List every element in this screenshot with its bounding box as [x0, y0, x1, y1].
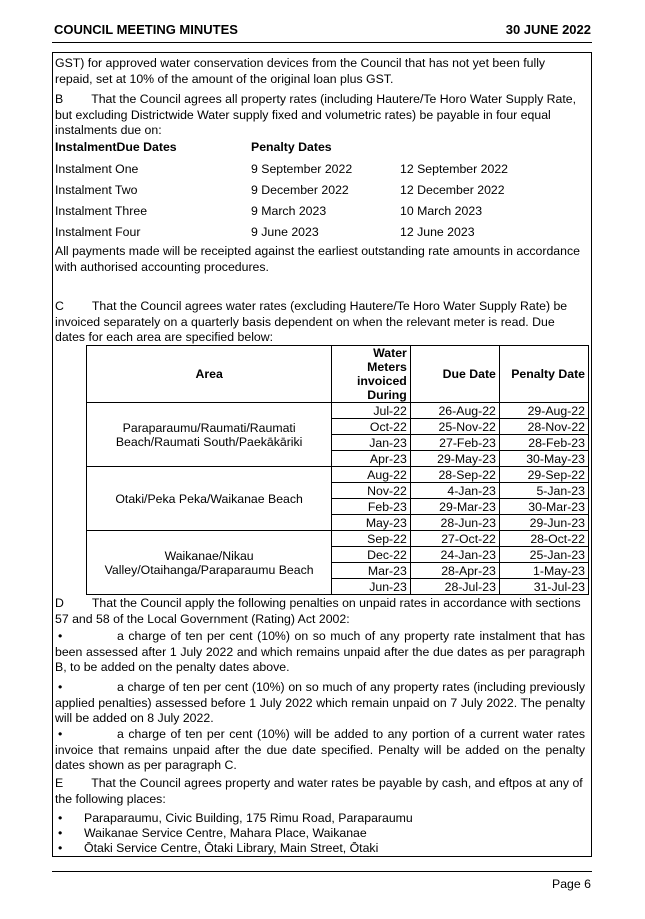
table-row [87, 403, 589, 419]
penalty-date-cell: 28-Feb-23 [499, 435, 588, 451]
instalment-name: Instalment Three [55, 204, 148, 218]
section-c-paragraph [55, 299, 585, 346]
due-dates-header: Due Dates [116, 140, 177, 154]
area-column-header: Area [87, 346, 332, 403]
penalty-date-column-header: Penalty Date [499, 346, 588, 403]
section-b-paragraph [55, 92, 585, 139]
penalty-date-cell: 25-Jan-23 [499, 547, 588, 563]
meter-month-cell: Aug-22 [332, 467, 411, 483]
penalty-date-cell: 28-Oct-22 [499, 531, 588, 547]
instalment-name: Instalment One [55, 162, 139, 176]
instalment-due-date: 9 December 2022 [251, 183, 349, 197]
table-header-row [87, 346, 589, 403]
due-date-cell: 28-Apr-23 [410, 563, 499, 579]
due-date-cell: 4-Jan-23 [410, 483, 499, 499]
payment-place: Ōtaki Service Centre, Ōtaki Library, Main Street, Ōtaki [84, 841, 379, 855]
meter-month-cell: Mar-23 [332, 563, 411, 579]
page-header [54, 22, 591, 38]
section-e-paragraph [55, 776, 585, 807]
due-date-column-header: Due Date [410, 346, 499, 403]
meter-month-cell: Jun-23 [332, 579, 411, 595]
due-date-cell: 27-Feb-23 [410, 435, 499, 451]
bullet-icon: • [58, 826, 63, 840]
instalment-penalty-date: 12 September 2022 [400, 162, 509, 176]
section-b-text: That the Council agrees all property rates (including Hautere/Te Horo Water Supply Rate, but excluding Districtwide Water supply fixed and volumetric rates) be payable in four equal instalments due on: [55, 92, 577, 137]
due-date-cell: 28-Sep-22 [410, 467, 499, 483]
table-row [87, 467, 589, 483]
area-cell: Waikanae/Nikau Valley/Otaihanga/Paraparaumu Beach [87, 531, 332, 595]
meter-month-cell: Jul-22 [332, 403, 411, 419]
section-b-letter: B [55, 92, 64, 106]
penalty-date-cell: 29-Sep-22 [499, 467, 588, 483]
header-rule [52, 42, 592, 43]
meter-month-cell: Dec-22 [332, 547, 411, 563]
bullet-text: a charge of ten per cent (10%) on so much of any property rates (including previously applied penalties) assessed before 1 July 2022 which remain unpaid on 7 July 2022. The penalty will be added on 8 July 2022. [55, 680, 585, 725]
area-cell: Paraparaumu/Raumati/Raumati Beach/Raumati South/Paekākāriki [87, 403, 332, 467]
instalment-header-row [55, 140, 177, 154]
section-e-letter: E [55, 776, 64, 790]
area-cell: Otaki/Peka Peka/Waikanae Beach [87, 467, 332, 531]
due-date-cell: 26-Aug-22 [410, 403, 499, 419]
penalty-date-cell: 30-May-23 [499, 451, 588, 467]
payment-place: Waikanae Service Centre, Mahara Place, Waikanae [84, 826, 367, 840]
meter-month-cell: Sep-22 [332, 531, 411, 547]
penalty-date-cell: 1-May-23 [499, 563, 588, 579]
section-c-text: That the Council agrees water rates (excluding Hautere/Te Horo Water Supply Rate) be invoiced separately on a quarterly basis dependent on when the relevant meter is read. Due dates for each area are specified below: [55, 299, 568, 344]
section-e-text: That the Council agrees property and water rates be payable by cash, and eftpos at any of the following places: [55, 776, 583, 806]
instalment-penalty-date: 12 June 2023 [400, 225, 475, 239]
due-date-cell: 24-Jan-23 [410, 547, 499, 563]
bullet-icon: • [58, 629, 63, 643]
section-c-letter: C [55, 299, 64, 313]
intro-paragraph: GST) for approved water conservation devices from the Council that has not yet been fully repaid, set at 10% of the amount of the original loan plus GST. [55, 56, 546, 86]
document-title: COUNCIL MEETING MINUTES [54, 22, 238, 37]
instalment-penalty-date: 10 March 2023 [400, 204, 483, 218]
penalty-date-cell: 31-Jul-23 [499, 579, 588, 595]
bullet-icon: • [58, 727, 63, 741]
section-d-paragraph [55, 596, 585, 627]
due-date-cell: 25-Nov-22 [410, 419, 499, 435]
instalment-due-date: 9 September 2022 [251, 162, 353, 176]
instalment-name: Instalment Two [55, 183, 138, 197]
bullet-text: a charge of ten per cent (10%) will be added to any portion of a current water rates invoice that remains unpaid after the due date specified. Penalty will be added on the penalty dates shown as per paragraph C. [55, 727, 585, 772]
instalment-penalty-date: 12 December 2022 [400, 183, 505, 197]
section-d-letter: D [55, 596, 64, 610]
table-row [87, 531, 589, 547]
water-rates-table [86, 345, 589, 595]
meter-month-cell: Feb-23 [332, 499, 411, 515]
penalty-date-cell: 30-Mar-23 [499, 499, 588, 515]
instalment-name: Instalment Four [55, 225, 141, 239]
meter-month-cell: Oct-22 [332, 419, 411, 435]
due-date-cell: 29-Mar-23 [410, 499, 499, 515]
penalty-date-cell: 28-Nov-22 [499, 419, 588, 435]
penalty-dates-header: Penalty Dates [251, 140, 332, 154]
bullet-text: a charge of ten per cent (10%) on so much of any property rate instalment that has been assessed after 1 July 2022 and which remains unpaid after the due dates as per paragraph B, to be added on the penalty dates above. [55, 629, 585, 674]
penalty-bullet [55, 680, 585, 727]
penalty-bullet [55, 727, 585, 774]
penalty-date-cell: 29-Jun-23 [499, 515, 588, 531]
footer-rule [52, 871, 592, 872]
instalment-due-date: 9 March 2023 [251, 204, 327, 218]
water-meters-column-header: Water Meters invoiced During [332, 346, 411, 403]
bullet-icon: • [58, 841, 63, 855]
meter-month-cell: Apr-23 [332, 451, 411, 467]
meter-month-cell: May-23 [332, 515, 411, 531]
penalty-date-cell: 5-Jan-23 [499, 483, 588, 499]
due-date-cell: 28-Jul-23 [410, 579, 499, 595]
payment-place: Paraparaumu, Civic Building, 175 Rimu Road, Paraparaumu [84, 811, 413, 825]
bullet-icon: • [58, 680, 63, 694]
instalment-header: Instalment [55, 140, 117, 154]
section-d-text: That the Council apply the following penalties on unpaid rates in accordance with sections 57 and 58 of the Local Government (Rating) Act 2002: [55, 596, 581, 626]
meter-month-cell: Jan-23 [332, 435, 411, 451]
due-date-cell: 29-May-23 [410, 451, 499, 467]
due-date-cell: 28-Jun-23 [410, 515, 499, 531]
payment-note: All payments made will be receipted against the earliest outstanding rate amounts in accordance with authorised accounting procedures. [55, 244, 580, 274]
meeting-date: 30 JUNE 2022 [505, 22, 591, 37]
penalty-bullet [55, 629, 585, 676]
page-number: Page 6 [552, 877, 591, 891]
penalty-date-cell: 29-Aug-22 [499, 403, 588, 419]
instalment-due-date: 9 June 2023 [251, 225, 319, 239]
meter-month-cell: Nov-22 [332, 483, 411, 499]
due-date-cell: 27-Oct-22 [410, 531, 499, 547]
bullet-icon: • [58, 811, 63, 825]
